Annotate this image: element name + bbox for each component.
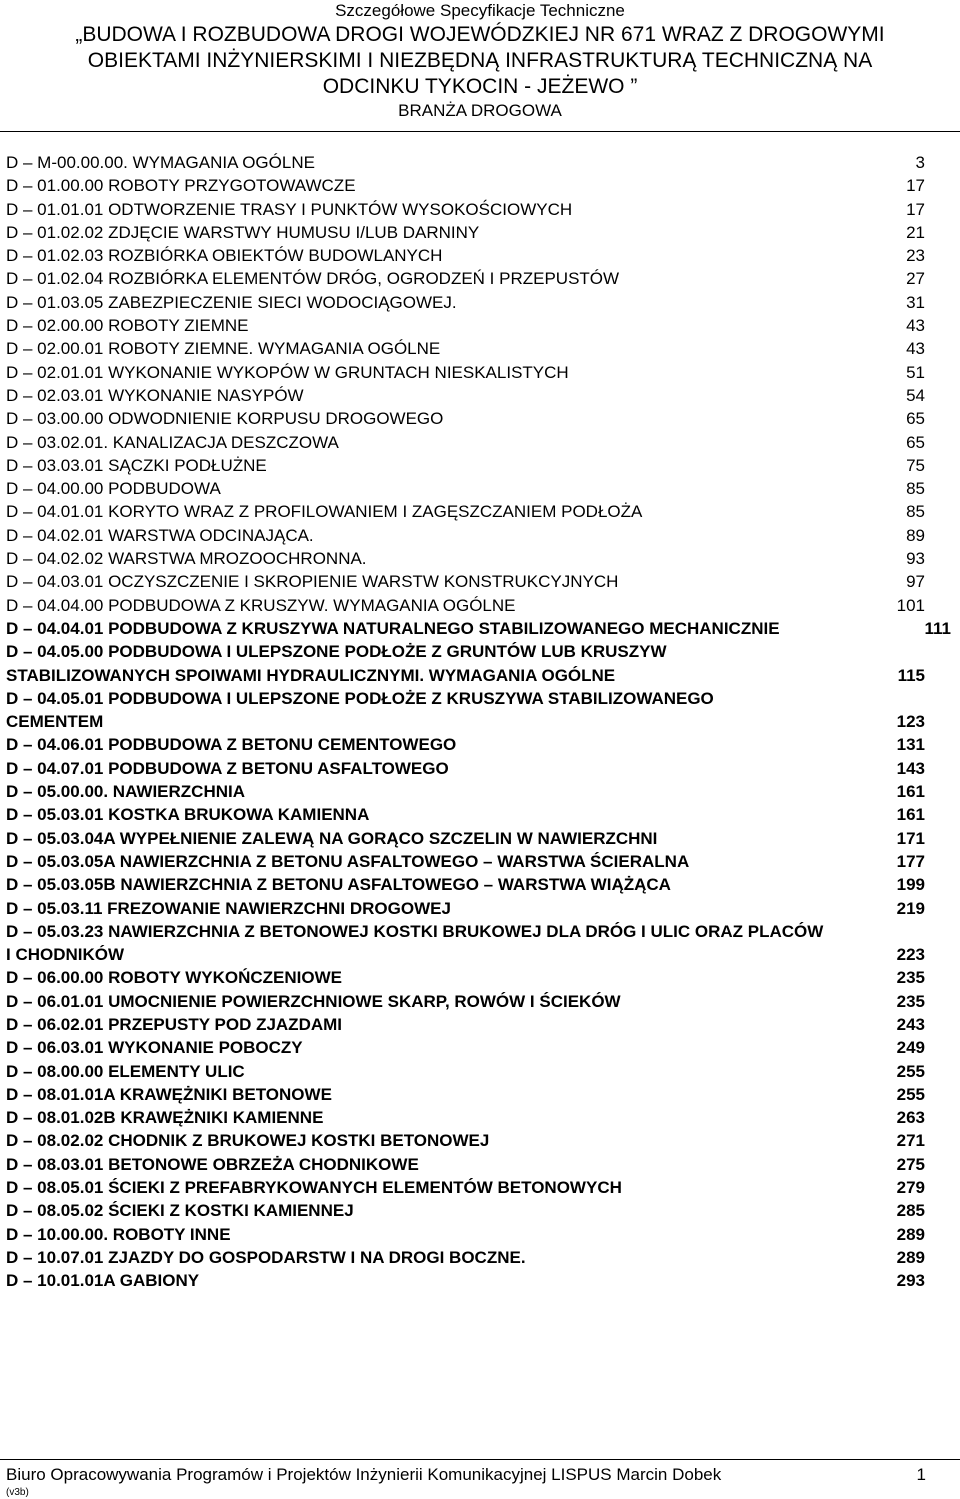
toc-entry-title: D – 01.00.00 ROBOTY PRZYGOTOWAWCZE bbox=[6, 176, 356, 196]
toc-entry-page: 17 bbox=[906, 199, 925, 219]
toc-entry-title: D – 10.00.00. ROBOTY INNE bbox=[6, 1224, 231, 1244]
toc-entry bbox=[6, 431, 955, 454]
toc-entry-title: D – 04.05.00 PODBUDOWA I ULEPSZONE PODŁOŻE Z GRUNTÓW LUB KRUSZYW bbox=[6, 642, 667, 662]
toc-entry bbox=[6, 780, 955, 803]
toc-entry bbox=[6, 687, 955, 734]
footer-text: Biuro Opracowywania Programów i Projektów Inżynierii Komunikacyjnej LISPUS Marcin Dobek bbox=[6, 1465, 722, 1484]
toc-entry bbox=[6, 174, 955, 197]
toc-entry-page: 111 bbox=[924, 618, 951, 638]
toc-entry-page: 115 bbox=[897, 665, 925, 685]
toc-entry-title: D – 05.03.04A WYPEŁNIENIE ZALEWĄ NA GORĄCO SZCZELIN W NAWIERZCHNI bbox=[6, 828, 658, 848]
toc-entry bbox=[6, 594, 955, 617]
toc-entry bbox=[6, 850, 955, 873]
toc-entry-page: 85 bbox=[906, 479, 925, 499]
toc-entry-page: 289 bbox=[896, 1224, 925, 1244]
toc-entry bbox=[6, 570, 955, 593]
toc-entry-title: D – 05.03.05B NAWIERZCHNIA Z BETONU ASFALTOWEGO – WARSTWA WIĄŻĄCA bbox=[6, 875, 671, 895]
document-header bbox=[0, 0, 960, 122]
toc-entry bbox=[6, 1223, 955, 1246]
toc-entry-page: 289 bbox=[896, 1247, 925, 1267]
toc-entry-page: 85 bbox=[906, 502, 925, 522]
toc-entry-title: STABILIZOWANYCH SPOIWAMI HYDRAULICZNYMI. WYMAGANIA OGÓLNE bbox=[6, 665, 616, 685]
toc-entry-title: D – 05.03.01 KOSTKA BRUKOWA KAMIENNA bbox=[6, 805, 370, 825]
toc-entry-title: D – 01.02.03 ROZBIÓRKA OBIEKTÓW BUDOWLANYCH bbox=[6, 246, 443, 266]
toc-entry bbox=[6, 361, 955, 384]
toc-entry bbox=[6, 291, 955, 314]
toc-entry-page: 271 bbox=[896, 1131, 925, 1151]
toc-entry bbox=[6, 500, 955, 523]
footer-page-number: 1 bbox=[916, 1465, 926, 1484]
toc-entry bbox=[6, 897, 955, 920]
toc-entry-title: D – 06.03.01 WYKONANIE POBOCZY bbox=[6, 1038, 303, 1058]
toc-entry-page: 65 bbox=[906, 432, 925, 452]
toc-entry-title: D – 03.02.01. KANALIZACJA DESZCZOWA bbox=[6, 432, 339, 452]
toc-entry-title: D – 04.05.01 PODBUDOWA I ULEPSZONE PODŁOŻE Z KRUSZYWA STABILIZOWANEGO bbox=[6, 688, 714, 708]
spec-title: Szczegółowe Specyfikacje Techniczne bbox=[335, 1, 625, 20]
toc-entry-title: D – 05.03.11 FREZOWANIE NAWIERZCHNI DROGOWEJ bbox=[6, 898, 451, 918]
project-title-line-3: ODCINKU TYKOCIN - JEŻEWO ” bbox=[322, 75, 638, 98]
project-title-line-1: „BUDOWA I ROZBUDOWA DROGI WOJEWÓDZKIEJ NR 671 WRAZ Z DROGOWYMI bbox=[75, 23, 885, 46]
toc-entry bbox=[6, 1129, 955, 1152]
toc-entry-title: D – 05.03.23 NAWIERZCHNIA Z BETONOWEJ KOSTKI BRUKOWEJ DLA DRÓG I ULIC ORAZ PLACÓW bbox=[6, 921, 824, 941]
toc-entry bbox=[6, 803, 955, 826]
toc-entry-title: D – 08.05.02 ŚCIEKI Z KOSTKI KAMIENNEJ bbox=[6, 1201, 354, 1221]
toc-entry-title: D – 02.03.01 WYKONANIE NASYPÓW bbox=[6, 385, 304, 405]
toc-entry bbox=[6, 920, 955, 967]
toc-entry-page: 285 bbox=[896, 1201, 925, 1221]
page-footer bbox=[6, 1465, 936, 1498]
toc-entry bbox=[6, 1083, 955, 1106]
toc-entry bbox=[6, 454, 955, 477]
toc-entry-title: D – 08.01.02B KRAWĘŻNIKI KAMIENNE bbox=[6, 1108, 324, 1128]
toc-entry-page: 263 bbox=[896, 1108, 925, 1128]
toc-entry-title: D – 10.01.01A GABIONY bbox=[6, 1271, 200, 1291]
toc-entry bbox=[6, 757, 955, 780]
toc-entry-title: D – 02.01.01 WYKONANIE WYKOPÓW W GRUNTACH NIESKALISTYCH bbox=[6, 362, 569, 382]
toc-entry-page: 23 bbox=[906, 246, 925, 266]
toc-entry-page: 235 bbox=[896, 968, 925, 988]
toc-entry bbox=[6, 966, 955, 989]
header-divider bbox=[0, 131, 960, 132]
toc-entry-page: 243 bbox=[896, 1014, 925, 1034]
toc-entry-title: CEMENTEM bbox=[6, 712, 104, 732]
toc-entry-title: D – 05.03.05A NAWIERZCHNIA Z BETONU ASFALTOWEGO – WARSTWA ŚCIERALNA bbox=[6, 851, 690, 871]
toc-entry bbox=[6, 244, 955, 267]
branch-label: BRANŻA DROGOWA bbox=[398, 101, 562, 120]
toc-entry bbox=[6, 407, 955, 430]
toc-entry-title: D – 04.03.01 OCZYSZCZENIE I SKROPIENIE WARSTW KONSTRUKCYJNYCH bbox=[6, 572, 619, 592]
toc-entry-page: 101 bbox=[896, 595, 925, 615]
toc-entry-page: 293 bbox=[896, 1271, 925, 1291]
toc-entry-page: 249 bbox=[896, 1038, 925, 1058]
toc-entry-page: 97 bbox=[906, 572, 925, 592]
toc-entry bbox=[6, 1153, 955, 1176]
toc-entry-title: D – 03.03.01 SĄCZKI PODŁUŻNE bbox=[6, 455, 267, 475]
toc-entry bbox=[6, 1269, 955, 1292]
toc-entry-page: 177 bbox=[896, 851, 925, 871]
toc-entry-title: D – 10.07.01 ZJAZDY DO GOSPODARSTW I NA DROGI BOCZNE. bbox=[6, 1247, 526, 1267]
toc-entry-title: D – 04.04.01 PODBUDOWA Z KRUSZYWA NATURALNEGO STABILIZOWANEGO MECHANICZNIE bbox=[6, 618, 780, 638]
toc-entry-title: D – 01.02.02 ZDJĘCIE WARSTWY HUMUSU I/LUB DARNINY bbox=[6, 222, 480, 242]
toc-entry-page: 27 bbox=[906, 269, 925, 289]
toc-entry-title: D – 02.00.01 ROBOTY ZIEMNE. WYMAGANIA OGÓLNE bbox=[6, 339, 441, 359]
toc-entry-title: D – 03.00.00 ODWODNIENIE KORPUSU DROGOWEGO bbox=[6, 409, 444, 429]
toc-entry-title: D – 08.05.01 ŚCIEKI Z PREFABRYKOWANYCH ELEMENTÓW BETONOWYCH bbox=[6, 1178, 622, 1198]
toc-entry-title: D – 05.00.00. NAWIERZCHNIA bbox=[6, 782, 246, 802]
toc-entry bbox=[6, 640, 955, 687]
toc-entry-page: 123 bbox=[896, 712, 925, 732]
toc-entry-page: 255 bbox=[896, 1061, 925, 1081]
toc-entry-page: 75 bbox=[906, 455, 925, 475]
toc-entry bbox=[6, 1060, 955, 1083]
toc-entry-title: D – 04.04.00 PODBUDOWA Z KRUSZYW. WYMAGANIA OGÓLNE bbox=[6, 595, 516, 615]
footer-divider bbox=[0, 1459, 960, 1460]
toc-entry-page: 199 bbox=[896, 875, 925, 895]
toc-entry bbox=[6, 1176, 955, 1199]
toc-entry-title: D – 04.01.01 KORYTO WRAZ Z PROFILOWANIEM I ZAGĘSZCZANIEM PODŁOŻA bbox=[6, 502, 643, 522]
toc-entry bbox=[6, 1246, 955, 1269]
toc-entry bbox=[6, 1036, 955, 1059]
toc-entry-page: 219 bbox=[896, 898, 925, 918]
toc-entry bbox=[6, 547, 955, 570]
toc-entry bbox=[6, 477, 955, 500]
toc-entry-page: 235 bbox=[896, 991, 925, 1011]
toc-entry-title: D – 08.02.02 CHODNIK Z BRUKOWEJ KOSTKI BETONOWEJ bbox=[6, 1131, 490, 1151]
toc-entry bbox=[6, 198, 955, 221]
toc-entry bbox=[6, 1199, 955, 1222]
toc-entry-title: D – 04.02.02 WARSTWA MROZOOCHRONNA. bbox=[6, 549, 367, 569]
toc-entry-page: 171 bbox=[896, 828, 925, 848]
toc-entry-page: 93 bbox=[906, 549, 925, 569]
toc-entry-page: 255 bbox=[896, 1084, 925, 1104]
toc-entry-title: D – 08.03.01 BETONOWE OBRZEŻA CHODNIKOWE bbox=[6, 1154, 419, 1174]
toc-entry-page: 223 bbox=[896, 945, 925, 965]
toc-entry bbox=[6, 524, 955, 547]
toc-entry-title: D – 04.02.01 WARSTWA ODCINAJĄCA. bbox=[6, 525, 314, 545]
toc-entry bbox=[6, 151, 955, 174]
toc-entry-title: D – 08.01.01A KRAWĘŻNIKI BETONOWE bbox=[6, 1084, 332, 1104]
toc-entry-title: D – 04.06.01 PODBUDOWA Z BETONU CEMENTOWEGO bbox=[6, 735, 457, 755]
toc-entry-title: D – 04.00.00 PODBUDOWA bbox=[6, 479, 221, 499]
toc-entry-page: 51 bbox=[906, 362, 925, 382]
footer-version: (v3b) bbox=[6, 1487, 29, 1498]
toc-entry-page: 161 bbox=[896, 805, 925, 825]
toc-entry-title: D – M-00.00.00. WYMAGANIA OGÓLNE bbox=[6, 153, 315, 172]
toc-entry bbox=[6, 827, 955, 850]
toc-entry-page: 161 bbox=[896, 782, 925, 802]
toc-entry-page: 31 bbox=[906, 292, 925, 312]
toc-entry-title: D – 01.02.04 ROZBIÓRKA ELEMENTÓW DRÓG, OGRODZEŃ I PRZEPUSTÓW bbox=[6, 269, 620, 289]
toc-entry-title: D – 01.01.01 ODTWORZENIE TRASY I PUNKTÓW WYSOKOŚCIOWYCH bbox=[6, 199, 573, 219]
toc-entry-page: 143 bbox=[896, 758, 925, 778]
toc-entry-page: 279 bbox=[896, 1178, 925, 1198]
toc-entry-page: 3 bbox=[915, 153, 925, 172]
toc-entry-title: D – 06.01.01 UMOCNIENIE POWIERZCHNIOWE SKARP, ROWÓW I ŚCIEKÓW bbox=[6, 991, 621, 1011]
toc-entry-title: I CHODNIKÓW bbox=[6, 945, 125, 965]
toc-entry bbox=[6, 873, 955, 896]
toc-entry-title: D – 04.07.01 PODBUDOWA Z BETONU ASFALTOWEGO bbox=[6, 758, 449, 778]
toc-entry-page: 43 bbox=[906, 339, 925, 359]
table-of-contents bbox=[6, 151, 955, 1293]
toc-entry bbox=[6, 990, 955, 1013]
toc-entry bbox=[6, 221, 955, 244]
toc-entry-page: 43 bbox=[906, 316, 925, 336]
toc-entry-page: 275 bbox=[896, 1154, 925, 1174]
toc-entry-title: D – 08.00.00 ELEMENTY ULIC bbox=[6, 1061, 245, 1081]
toc-entry-page: 131 bbox=[896, 735, 925, 755]
toc-entry-page: 89 bbox=[906, 525, 925, 545]
toc-entry bbox=[6, 314, 955, 337]
toc-entry-page: 65 bbox=[906, 409, 925, 429]
toc-entry-title: D – 02.00.00 ROBOTY ZIEMNE bbox=[6, 316, 249, 336]
toc-entry bbox=[6, 1106, 955, 1129]
toc-entry bbox=[6, 733, 955, 756]
toc-entry bbox=[6, 617, 955, 640]
toc-entry-page: 17 bbox=[906, 176, 925, 196]
toc-entry bbox=[6, 267, 955, 290]
toc-entry-page: 54 bbox=[906, 385, 925, 405]
toc-entry bbox=[6, 1013, 955, 1036]
toc-entry bbox=[6, 384, 955, 407]
toc-entry-title: D – 01.03.05 ZABEZPIECZENIE SIECI WODOCIĄGOWEJ. bbox=[6, 292, 457, 312]
toc-entry-page: 21 bbox=[906, 222, 925, 242]
toc-entry-title: D – 06.00.00 ROBOTY WYKOŃCZENIOWE bbox=[6, 968, 342, 988]
toc-entry-title: D – 06.02.01 PRZEPUSTY POD ZJAZDAMI bbox=[6, 1014, 343, 1034]
project-title-line-2: OBIEKTAMI INŻYNIERSKIMI I NIEZBĘDNĄ INFRASTRUKTURĄ TECHNICZNĄ NA bbox=[87, 49, 873, 72]
toc-entry bbox=[6, 337, 955, 360]
